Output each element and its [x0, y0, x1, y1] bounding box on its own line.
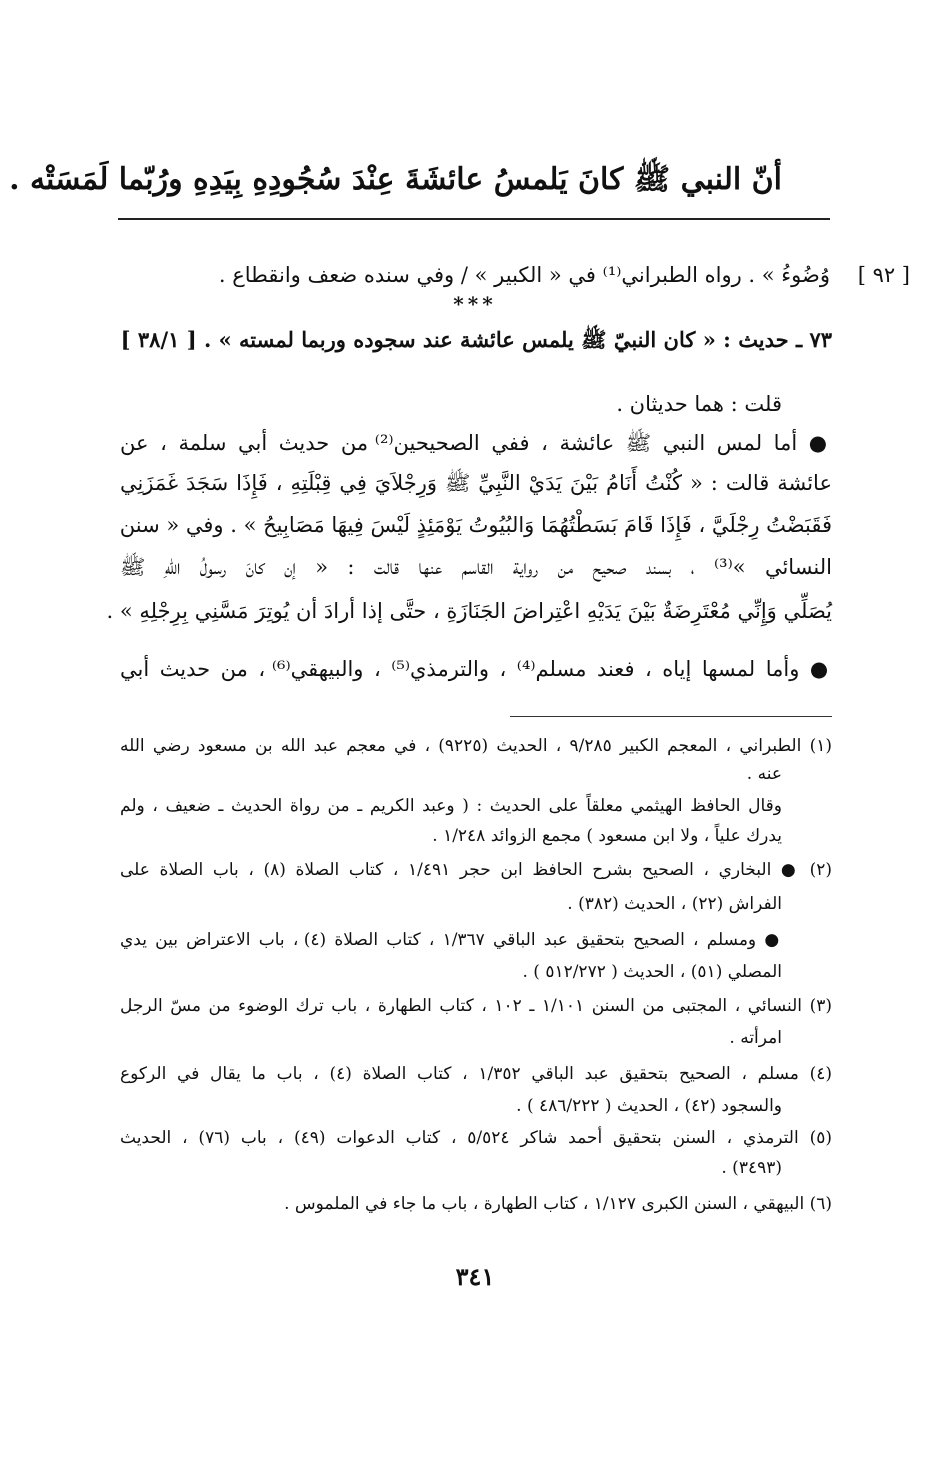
footnote-line: امرأته .	[729, 1028, 782, 1048]
footnote-line: (٣٤٩٣) .	[721, 1158, 782, 1178]
footnote-line: المصلي (٥١) ، الحديث ( ٥١٢/٢٧٢ ) .	[522, 962, 782, 982]
footnote-rule	[510, 716, 832, 717]
qult-line: قلت : هما حديثان .	[616, 392, 782, 416]
hadith-heading: ٧٣ ـ حديث : « كان النبيّ ﷺ يلمس عائشة عند سجوده وربما لمسته » . [ ٣٨/١ ]	[120, 327, 832, 352]
footnote-line: الفراش (٢٢) ، الحديث (٣٨٢) .	[567, 894, 782, 914]
footnote-line: (٢) ● البخاري ، الصحيح بشرح الحافظ ابن حجر ١/٤٩١ ، كتاب الصلاة (٨) ، باب الصلاة على	[120, 860, 832, 880]
footnote-line: (٦) البيهقي ، السنن الكبرى ١/١٢٧ ، كتاب الطهارة ، باب ما جاء في الملموس .	[284, 1194, 832, 1214]
entry-number: [ ٩٢ ]	[857, 263, 910, 287]
footnote-line: (٥) الترمذي ، السنن بتحقيق أحمد شاكر ٥/٥٢٤ ، كتاب الدعوات (٤٩) ، باب (٧٦) ، الحديث	[120, 1128, 832, 1148]
paragraph1-line: النسائي »⁽³⁾ ، بسند صحيح من رواية القاسم عنها قالت : « إن كانَ رسولُ اللهِ ﷺ	[120, 555, 833, 579]
footnote-line: (٤) مسلم ، الصحيح بتحقيق عبد الباقي ١/٣٥٢ ، كتاب الصلاة (٤) ، باب ما يقال في الركوع	[120, 1064, 832, 1084]
footnote-line: (٣) النسائي ، المجتبى من السنن ١/١٠١ ـ ١٠٢ ، كتاب الطهارة ، باب ترك الوضوء من مسّ الرجل	[120, 996, 833, 1016]
footnote-line: عنه .	[746, 764, 782, 784]
footnote-line: وقال الحافظ الهيثمي معلقاً على الحديث : ( وعبد الكريم ـ من رواة الحديث ـ ضعيف ، ولم	[120, 796, 782, 816]
footnote-line: يدرك علياً ، ولا ابن مسعود ) مجمع الزوائد ١/٢٤٨ .	[432, 826, 782, 846]
paragraph2-line: ● وأما لمسها إياه ، فعند مسلم⁽⁴⁾ ، والترمذي⁽⁵⁾ ، والبيهقي⁽⁶⁾ ، من حديث أبي	[120, 657, 832, 681]
separator-stars: ***	[453, 292, 497, 316]
running-head: أنّ النبي ﷺ كانَ يَلمسُ عائشَةَ عِنْدَ سُجُودِهِ بِيَدِهِ ورُبّما لَمَسَتْه .	[9, 162, 782, 197]
page-number: ٣٤١	[455, 1262, 495, 1291]
paragraph1-line: عائشة قالت : « كُنْتُ أَنَامُ بَيْنَ يَدَيْ النَّبِيِّ ﷺ وَرِجْلاَيَ فِي قِبْلَتِهِ ، فَإِذَا سَجَدَ غَمَزَنِي	[120, 471, 832, 495]
header-rule	[118, 218, 830, 220]
paragraph1-line: يُصَلِّي وَإِنِّي مُعْتَرِضَةٌ بَيْنَ يَدَيْهِ اعْتِراضَ الجَنَازَةِ ، حتَّى إذا أرادَ أن يُوتِرَ مَسَّنِي بِرِجْلِهِ » .	[106, 599, 832, 623]
intro-line: وُضُوءُ » . رواه الطبراني⁽¹⁾ في « الكبير » / وفي سنده ضعف وانقطاع .	[218, 263, 830, 287]
footnote-line: والسجود (٤٢) ، الحديث ( ٤٨٦/٢٢٢ ) .	[516, 1096, 782, 1116]
footnote-line: ● ومسلم ، الصحيح بتحقيق عبد الباقي ١/٣٦٧ ، كتاب الصلاة (٤) ، باب الاعتراض بين يدي	[120, 930, 782, 950]
paragraph1-line: ● أما لمس النبي ﷺ عائشة ، ففي الصحيحين⁽²⁾ من حديث أبي سلمة ، عن	[120, 431, 832, 455]
paragraph1-line: فَقَبَضْتُ رِجْلَيَّ ، فَإِذَا قَامَ بَسَطْتُهُمَا وَالبُيُوتُ يَوْمَئِذٍ لَيْسَ فِيهَا مَصَابِيحُ » . وفي « سنن	[119, 513, 832, 537]
footnote-line: (١) الطبراني ، المعجم الكبير ٩/٢٨٥ ، الحديث (٩٢٢٥) ، في معجم عبد الله بن مسعود رضي الله	[120, 736, 832, 756]
